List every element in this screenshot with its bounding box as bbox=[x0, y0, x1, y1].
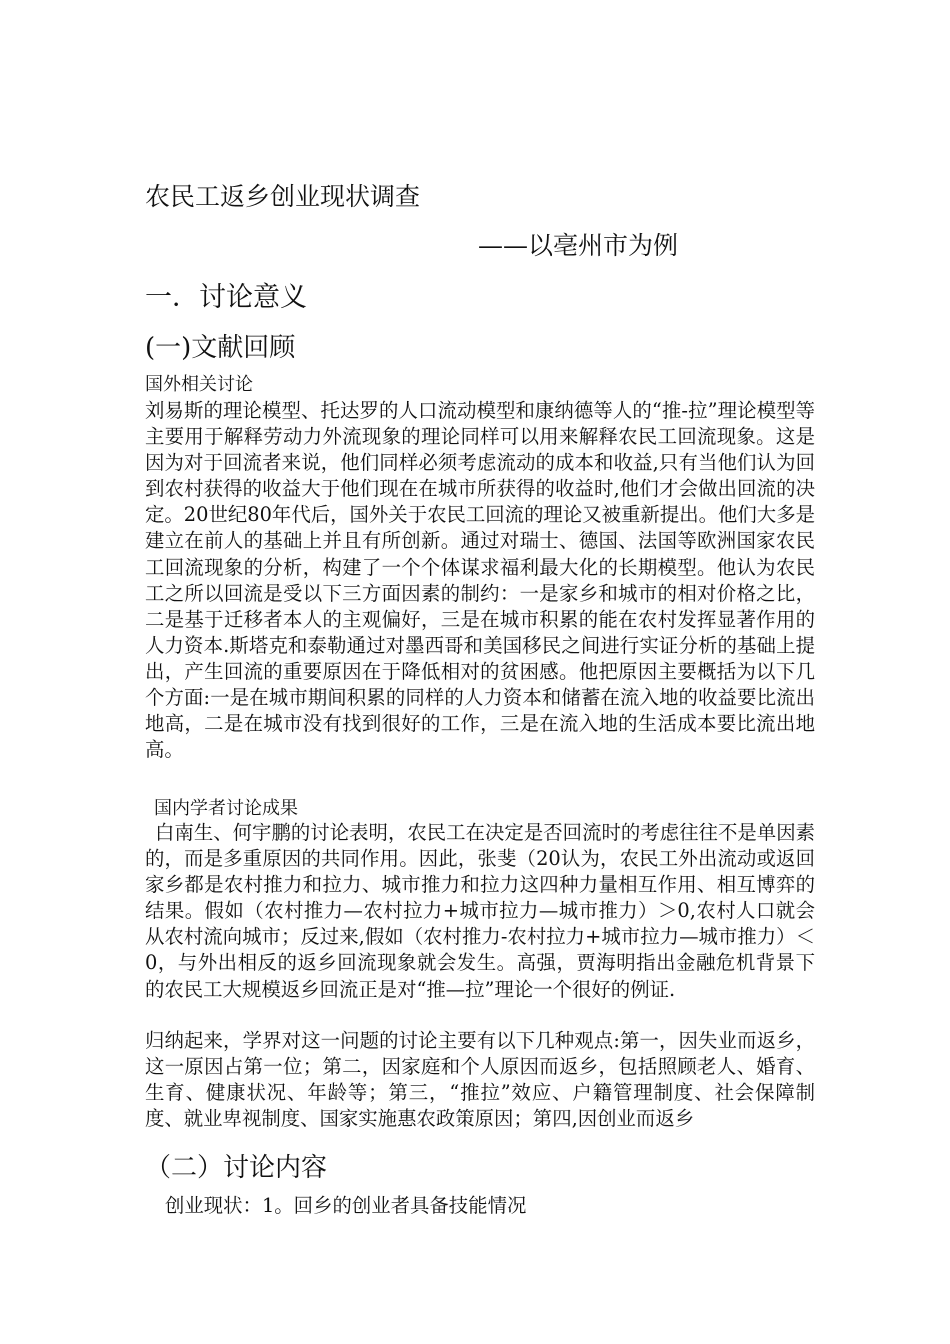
foreign-research-paragraph: 刘易斯的理论模型、托达罗的人口流动模型和康纳德等人的“推-拉”理论模型等主要用于解释劳动力外流现象的理论同样可以用来解释农民工回流现象。这是因为对于回流者来说，他们同样必须考虑流动的成本和收益,只有当他们认为回到农村获得的收益大于他们现在在城市所获得的收益时,他们才会做出回流的决定。20世纪80年代后，国外关于农民工回流的理论又被重新提出。他们大多是建立在前人的基础上并且有所创新。通过对瑞士、德国、法国等欧洲国家农民工回流现象的分析，构建了一个个体谋求福利最大化的长期模型。他认为农民工之所以回流是受以下三方面因素的制约：一是家乡和城市的相对价格之比，二是基于迁移者本人的主观偏好，三是在城市积累的能在农村发挥显著作用的人力资本.斯塔克和泰勒通过对墨西哥和美国移民之间进行实证分析的基础上提出，产生回流的重要原因在于降低相对的贫困感。他把原因主要概括为以下几个方面:一是在城市期间积累的同样的人力资本和储蓄在流入地的收益要比流出地高，二是在城市没有找到很好的工作，三是在流入地的生活成本要比流出地高。 bbox=[145, 399, 815, 762]
domestic-research-paragraph: 白南生、何宇鹏的讨论表明，农民工在决定是否回流时的考虑往往不是单因素的，而是多重原因的共同作用。因此，张斐（20认为，农民工外出流动或返回家乡都是农村推力和拉力、城市推力和拉力这四种力量相互作用、相互博弈的结果。假如（农村推力—农村拉力+城市拉力—城市推力）＞0,农村人口就会从农村流向城市；反过来,假如（农村推力-农村拉力+城市拉力—城市推力）＜0，与外出相反的返乡回流现象就会发生。高强，贾海明指出金融危机背景下的农民工大规模返乡回流正是对“推—拉”理论一个很好的例证. bbox=[145, 821, 815, 1001]
summary-paragraph: 归纳起来，学界对这一问题的讨论主要有以下几种观点:第一，因失业而返乡，这一原因占第一位；第二，因家庭和个人原因而返乡，包括照顾老人、婚育、生育、健康状况、年龄等；第三，“推拉”效应、户籍管理制度、社会保障制度、就业卑视制度、国家实施惠农政策原因；第四,因创业而返乡 bbox=[145, 1029, 815, 1131]
document-subtitle: ——以亳州市为例 bbox=[478, 231, 679, 260]
domestic-research-label: 国内学者讨论成果 bbox=[154, 798, 298, 819]
subsection-heading-literature-review: (一)文献回顾 bbox=[145, 333, 296, 363]
section-heading-1: 一．讨论意义 bbox=[145, 282, 307, 313]
research-content-line: 创业现状：1。回乡的创业者具备技能情况 bbox=[165, 1194, 527, 1217]
document-title: 农民工返乡创业现状调查 bbox=[145, 182, 421, 211]
foreign-research-label: 国外相关讨论 bbox=[145, 374, 253, 395]
subsection-heading-research-content: （二）讨论内容 bbox=[145, 1153, 328, 1183]
